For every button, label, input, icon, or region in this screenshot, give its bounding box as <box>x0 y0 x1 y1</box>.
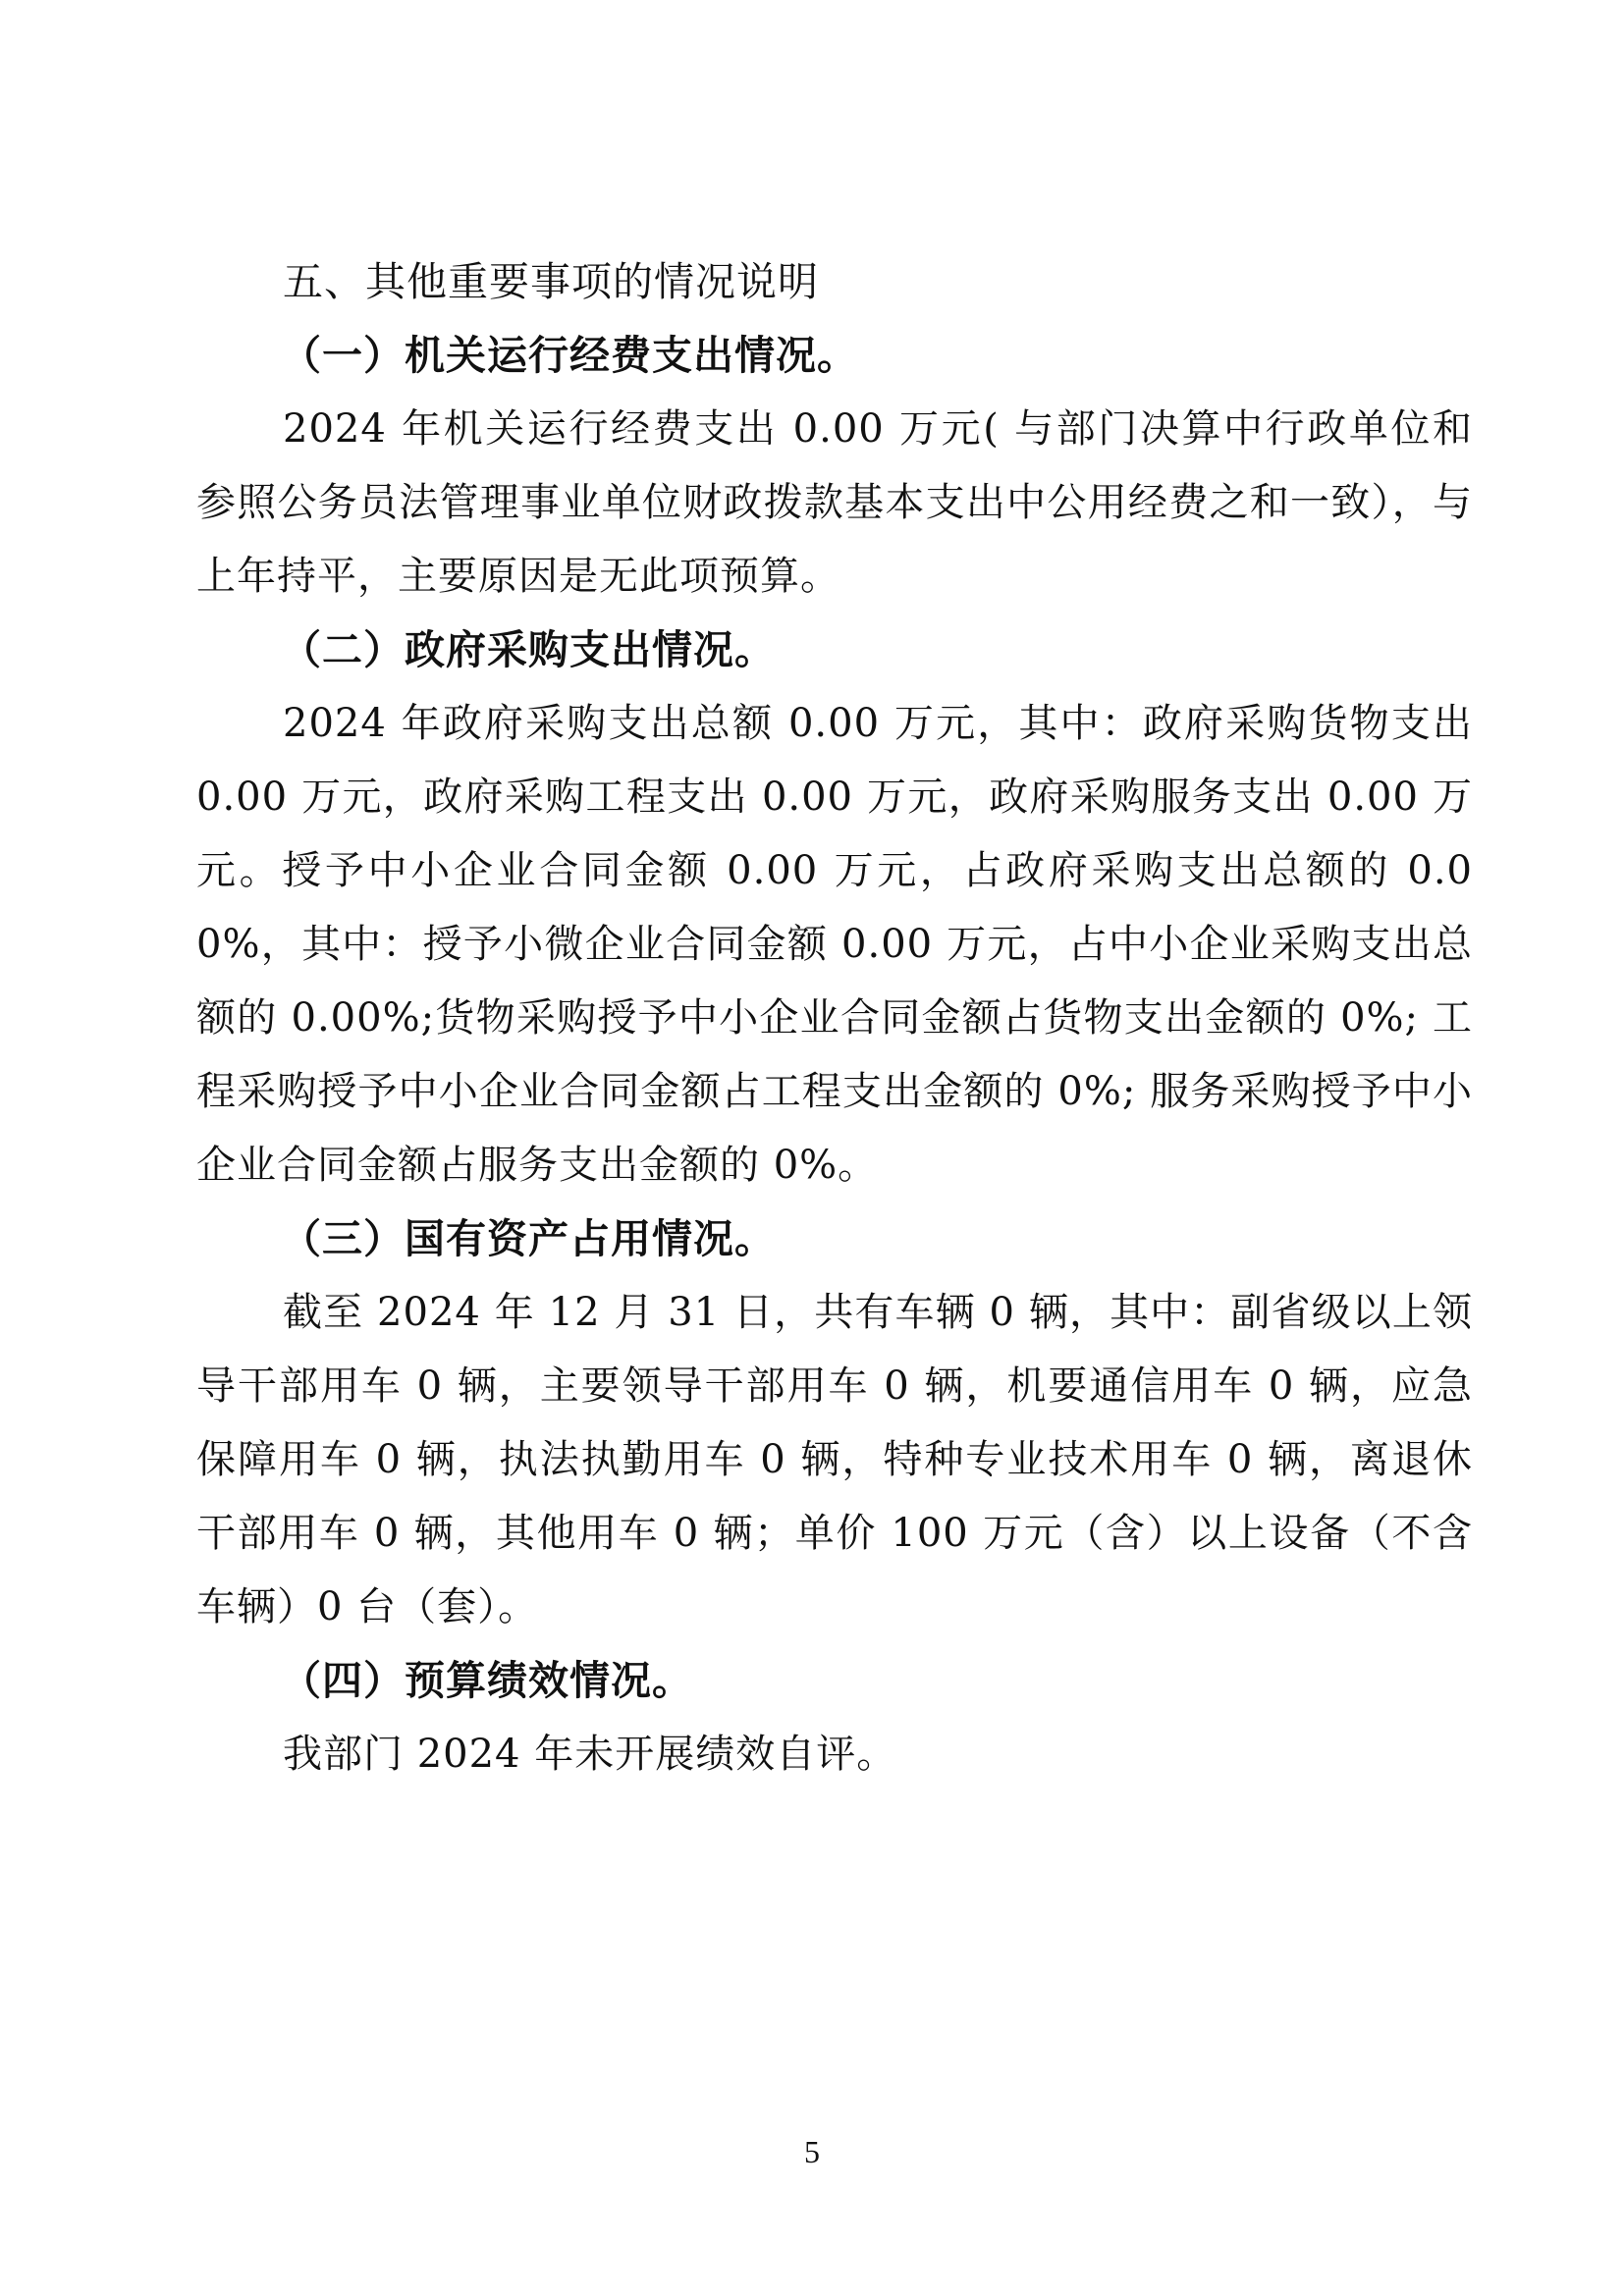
subsection-paragraph-3: 截至 2024 年 12 月 31 日，共有车辆 0 辆，其中：副省级以上领导干部用车 0 辆，主要领导干部用车 0 辆，机要通信用车 0 辆，应急保障用车 0 辆，执法执勤用车 0 辆，特种专业技术用车 0 辆，离退休干部用车 0 辆，其他用车 0 辆；单价 100 万元（含）以上设备（不含车辆）0 台（套）。 <box>196 1290 1473 1629</box>
subsection-heading-3: （三）国有资产占用情况。 <box>281 1215 776 1262</box>
subsection-paragraph-2: 2024 年政府采购支出总额 0.00 万元，其中：政府采购货物支出 0.00 万元，政府采购工程支出 0.00 万元，政府采购服务支出 0.00 万元。授予中小企业合同金额 0.00 万元，占政府采购支出总额的 0.00%，其中：授予小微企业合同金额 0.00 万元，占中小企业采购支出总额的 0.00%;货物采购授予中小企业合同金额占货物支出金额的 0%; 工程采购授予中小企业合同金额占工程支出金额的 0%; 服务采购授予中小企业合同金额占服务支出金额的 0%。 <box>196 701 1473 1188</box>
subsection-paragraph-1: 2024 年机关运行经费支出 0.00 万元( 与部门决算中行政单位和参照公务员法管理事业单位财政拨款基本支出中公用经费之和一致），与上年持平，主要原因是无此项预算。 <box>196 406 1473 599</box>
page-number: 5 <box>804 2134 820 2169</box>
subsection-heading-1: （一）机关运行经费支出情况。 <box>281 332 858 379</box>
subsection-heading-4: （四）预算绩效情况。 <box>281 1657 693 1704</box>
document-body <box>196 245 1473 1791</box>
subsection-paragraph-4: 我部门 2024 年未开展绩效自评。 <box>283 1732 897 1777</box>
section-title: 五、其他重要事项的情况说明 <box>283 258 819 305</box>
subsection-heading-2: （二）政府采购支出情况。 <box>281 626 776 673</box>
